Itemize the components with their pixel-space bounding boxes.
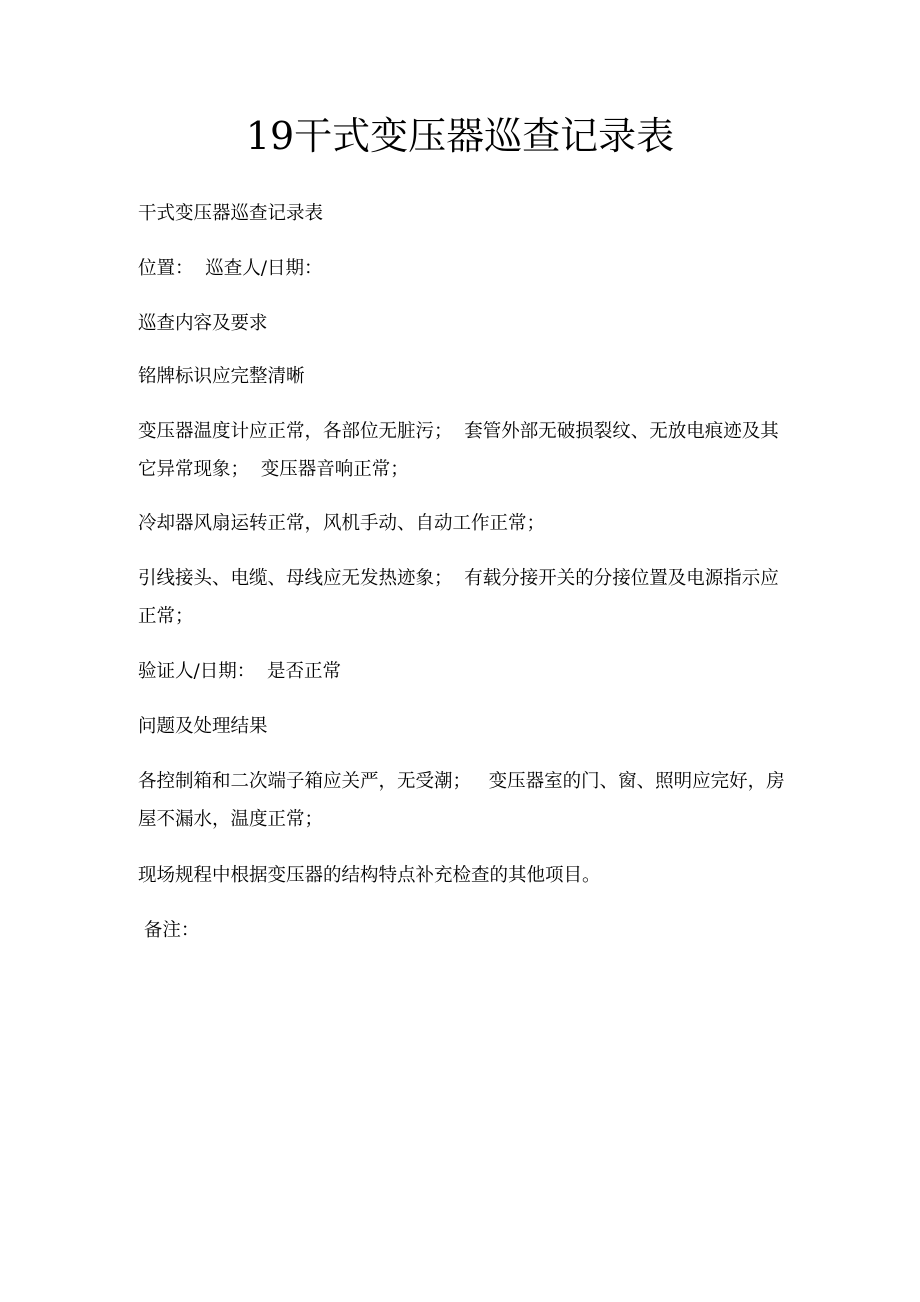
paragraph-issues-heading: 问题及处理结果: [138, 716, 268, 737]
paragraph-cabinets-room: 各控制箱和二次端子箱应关严，无受潮； 变压器室的门、窗、照明应完好，房屋不漏水，温度正常；: [138, 771, 785, 830]
paragraph-remarks: 备注：: [138, 920, 200, 941]
paragraph-leads-tapchanger: 引线接头、电缆、母线应无发热迹象； 有载分接开关的分接位置及电源指示应正常；: [138, 568, 779, 627]
paragraph-cooling-fan: 冷却器风扇运转正常，风机手动、自动工作正常；: [138, 513, 546, 534]
paragraph-inspection-heading: 巡查内容及要求: [138, 313, 268, 334]
paragraph-nameplate: 铭牌标识应完整清晰: [138, 366, 305, 387]
paragraph-thermometer-bushing: 变压器温度计应正常，各部位无脏污； 套管外部无破损裂纹、无放电痕迹及其它异常现象； 变压器音响正常；: [138, 421, 779, 480]
paragraph-verifier: 验证人/日期： 是否正常: [138, 661, 341, 682]
document-title: 19干式变压器巡查记录表: [245, 114, 675, 158]
paragraph-form-name: 干式变压器巡查记录表: [138, 203, 324, 224]
paragraph-site-rules: 现场规程中根据变压器的结构特点补充检查的其他项目。: [138, 865, 601, 886]
paragraph-location-inspector: 位置： 巡查人/日期：: [138, 258, 323, 279]
